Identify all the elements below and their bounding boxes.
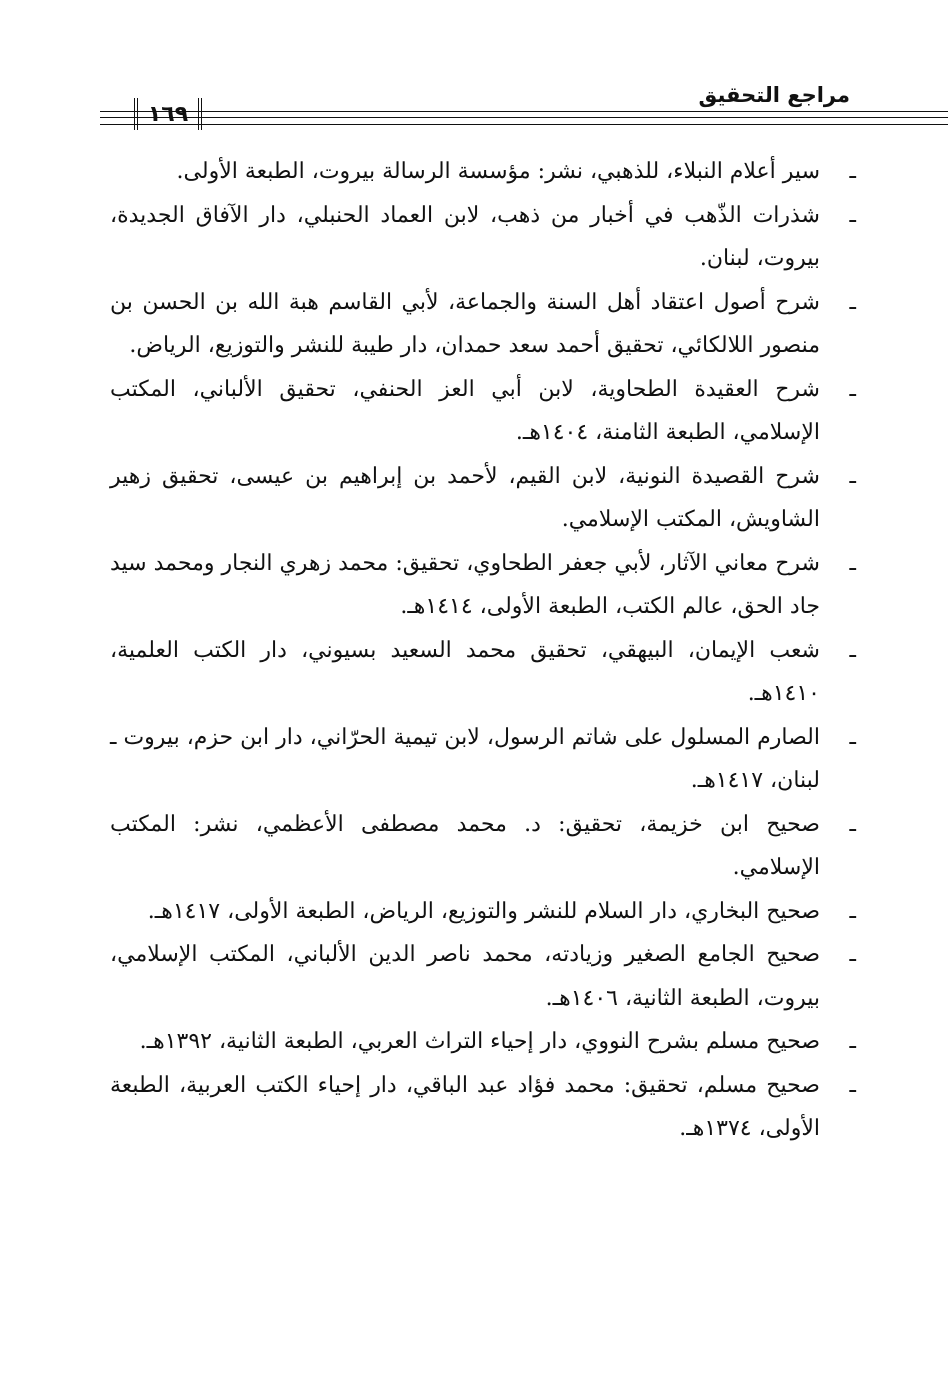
reference-text: صحيح ابن خزيمة، تحقيق: د. محمد مصطفى الأعظمي، نشر: المكتب الإسلامي. bbox=[110, 811, 820, 880]
reference-entry bbox=[110, 890, 860, 934]
bullet-dash: ـ bbox=[849, 202, 856, 228]
reference-text: صحيح البخاري، دار السلام للنشر والتوزيع، الرياض، الطبعة الأولى، ١٤١٧هـ. bbox=[147, 898, 820, 924]
reference-entry bbox=[110, 629, 860, 716]
header-rule-bottom bbox=[100, 124, 948, 125]
bullet-dash: ـ bbox=[849, 942, 856, 967]
reference-entry bbox=[110, 1020, 860, 1064]
reference-text: الصارم المسلول على شاتم الرسول، لابن تيمية الحرّاني، دار ابن حزم، بيروت ـ لبنان، ١٤١٧هـ. bbox=[110, 724, 820, 793]
reference-entry bbox=[110, 542, 860, 629]
bullet-dash: ـ bbox=[849, 1029, 856, 1054]
bullet-dash: ـ bbox=[849, 898, 856, 924]
bullet-dash: ـ bbox=[849, 1072, 856, 1098]
reference-entry bbox=[110, 455, 860, 542]
header-rule-left-middle bbox=[110, 117, 132, 118]
reference-text: شرح معاني الآثار، لأبي جعفر الطحاوي، تحقيق: محمد زهري النجار ومحمد سيد جاد الحق، عالم الكتب، الطبعة الأولى، ١٤١٤هـ. bbox=[110, 550, 820, 619]
bullet-dash: ـ bbox=[849, 637, 856, 663]
reference-text: صحيح مسلم، تحقيق: محمد فؤاد عبد الباقي، دار إحياء الكتب العربية، الطبعة الأولى، ١٣٧٤هـ. bbox=[110, 1072, 820, 1141]
reference-entry bbox=[110, 933, 860, 1020]
bullet-dash: ـ bbox=[849, 289, 856, 315]
reference-entry bbox=[110, 1064, 860, 1151]
page-number: ١٦٩ bbox=[134, 98, 202, 130]
reference-text: شذرات الذّهب في أخبار من ذهب، لابن العماد الحنبلي، دار الآفاق الجديدة، بيروت، لبنان. bbox=[110, 202, 820, 271]
references-list bbox=[110, 150, 860, 1151]
reference-entry bbox=[110, 194, 860, 281]
bullet-dash: ـ bbox=[849, 159, 856, 184]
header-rule-left-bottom bbox=[110, 124, 132, 125]
header-rule-left-top bbox=[110, 111, 132, 112]
running-title: مراجع التحقيق bbox=[698, 83, 850, 107]
bullet-dash: ـ bbox=[849, 376, 856, 402]
reference-entry bbox=[110, 368, 860, 455]
reference-entry bbox=[110, 716, 860, 803]
reference-entry bbox=[110, 150, 860, 194]
page-header bbox=[110, 80, 850, 130]
reference-text: صحيح الجامع الصغير وزيادته، محمد ناصر الدين الألباني، المكتب الإسلامي، بيروت، الطبعة الثانية، ١٤٠٦هـ. bbox=[110, 942, 820, 1011]
reference-entry bbox=[110, 281, 860, 368]
reference-text: شرح أصول اعتقاد أهل السنة والجماعة، لأبي القاسم هبة الله بن الحسن بن منصور اللالكائي، تحقيق أحمد سعد حمدان، دار طيبة للنشر والتوزيع، الرياض. bbox=[110, 289, 820, 358]
reference-text: شرح العقيدة الطحاوية، لابن أبي العز الحنفي، تحقيق الألباني، المكتب الإسلامي، الطبعة الثامنة، ١٤٠٤هـ. bbox=[110, 376, 820, 445]
reference-text: شرح القصيدة النونية، لابن القيم، لأحمد بن إبراهيم بن عيسى، تحقيق زهير الشاويش، المكتب الإسلامي. bbox=[110, 463, 820, 532]
header-rule-middle bbox=[100, 117, 948, 118]
header-rule-top bbox=[100, 111, 948, 112]
bullet-dash: ـ bbox=[849, 811, 856, 837]
reference-text: سير أعلام النبلاء، للذهبي، نشر: مؤسسة الرسالة بيروت، الطبعة الأولى. bbox=[176, 159, 820, 184]
reference-text: شعب الإيمان، البيهقي، تحقيق محمد السعيد بسيوني، دار الكتب العلمية، ١٤١٠هـ. bbox=[110, 637, 820, 706]
reference-text: صحيح مسلم بشرح النووي، دار إحياء التراث العربي، الطبعة الثانية، ١٣٩٢هـ. bbox=[139, 1029, 820, 1054]
bullet-dash: ـ bbox=[849, 724, 856, 750]
bullet-dash: ـ bbox=[849, 463, 856, 489]
bullet-dash: ـ bbox=[849, 550, 856, 576]
reference-entry bbox=[110, 803, 860, 890]
